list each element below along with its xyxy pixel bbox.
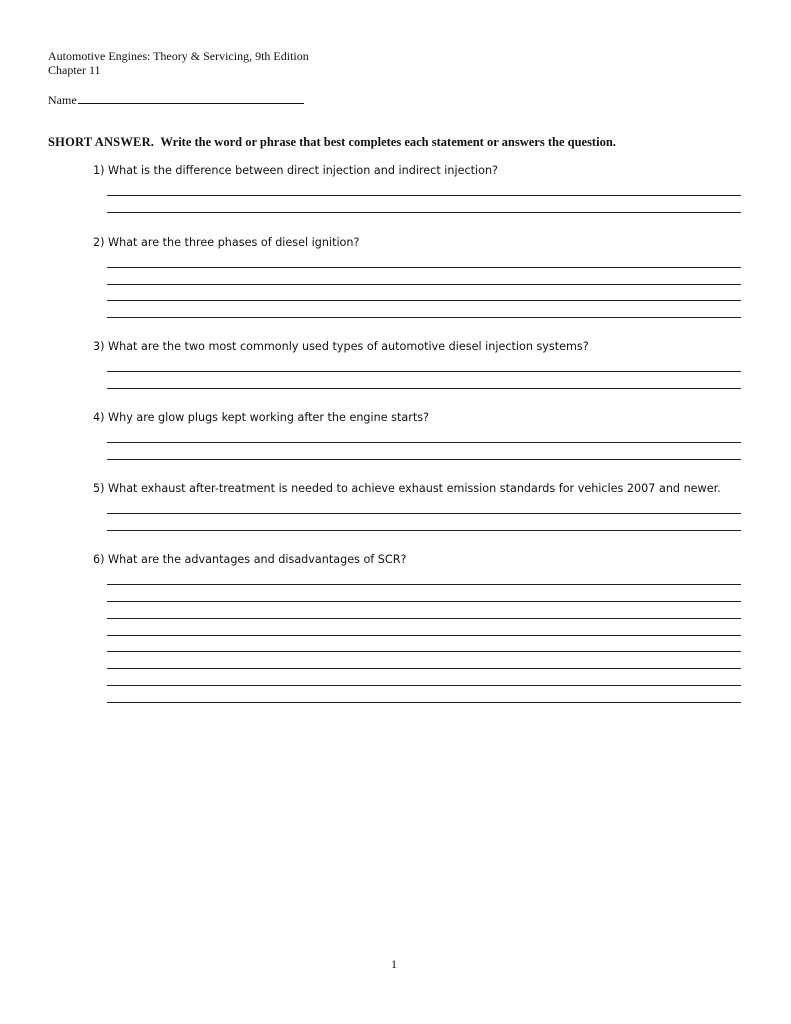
question-1: 1) What is the difference between direct injection and indirect injection? xyxy=(93,164,498,177)
answer-line[interactable] xyxy=(107,442,741,443)
book-title: Automotive Engines: Theory & Servicing, 9th Edition xyxy=(48,49,309,63)
answer-line[interactable] xyxy=(107,388,741,389)
answer-line[interactable] xyxy=(107,317,741,318)
answer-line[interactable] xyxy=(107,702,741,703)
answer-line[interactable] xyxy=(107,618,741,619)
section-heading: SHORT ANSWER. xyxy=(48,135,155,149)
answer-line[interactable] xyxy=(107,195,741,196)
answer-line[interactable] xyxy=(107,284,741,285)
name-field xyxy=(48,92,304,107)
question-5: 5) What exhaust after-treatment is needed to achieve exhaust emission standards for vehicles 2007 and newer. xyxy=(93,482,721,495)
answer-line[interactable] xyxy=(107,601,741,602)
page-number: 1 xyxy=(391,957,397,971)
answer-line[interactable] xyxy=(107,267,741,268)
answer-line[interactable] xyxy=(107,459,741,460)
name-label: Name xyxy=(48,93,77,107)
answer-line[interactable] xyxy=(107,300,741,301)
answer-line[interactable] xyxy=(107,530,741,531)
section-instructions xyxy=(48,135,616,150)
name-blank-line[interactable] xyxy=(78,92,304,104)
answer-line[interactable] xyxy=(107,212,741,213)
question-2: 2) What are the three phases of diesel ignition? xyxy=(93,236,360,249)
document-header xyxy=(48,49,309,77)
chapter-label: Chapter 11 xyxy=(48,63,101,77)
instructions-text: Write the word or phrase that best completes each statement or answers the question. xyxy=(160,135,616,149)
answer-line[interactable] xyxy=(107,635,741,636)
answer-line[interactable] xyxy=(107,371,741,372)
answer-line[interactable] xyxy=(107,668,741,669)
answer-line[interactable] xyxy=(107,651,741,652)
question-6: 6) What are the advantages and disadvantages of SCR? xyxy=(93,553,407,566)
question-3: 3) What are the two most commonly used types of automotive diesel injection systems? xyxy=(93,340,589,353)
answer-line[interactable] xyxy=(107,685,741,686)
answer-line[interactable] xyxy=(107,513,741,514)
answer-line[interactable] xyxy=(107,584,741,585)
question-4: 4) Why are glow plugs kept working after the engine starts? xyxy=(93,411,429,424)
